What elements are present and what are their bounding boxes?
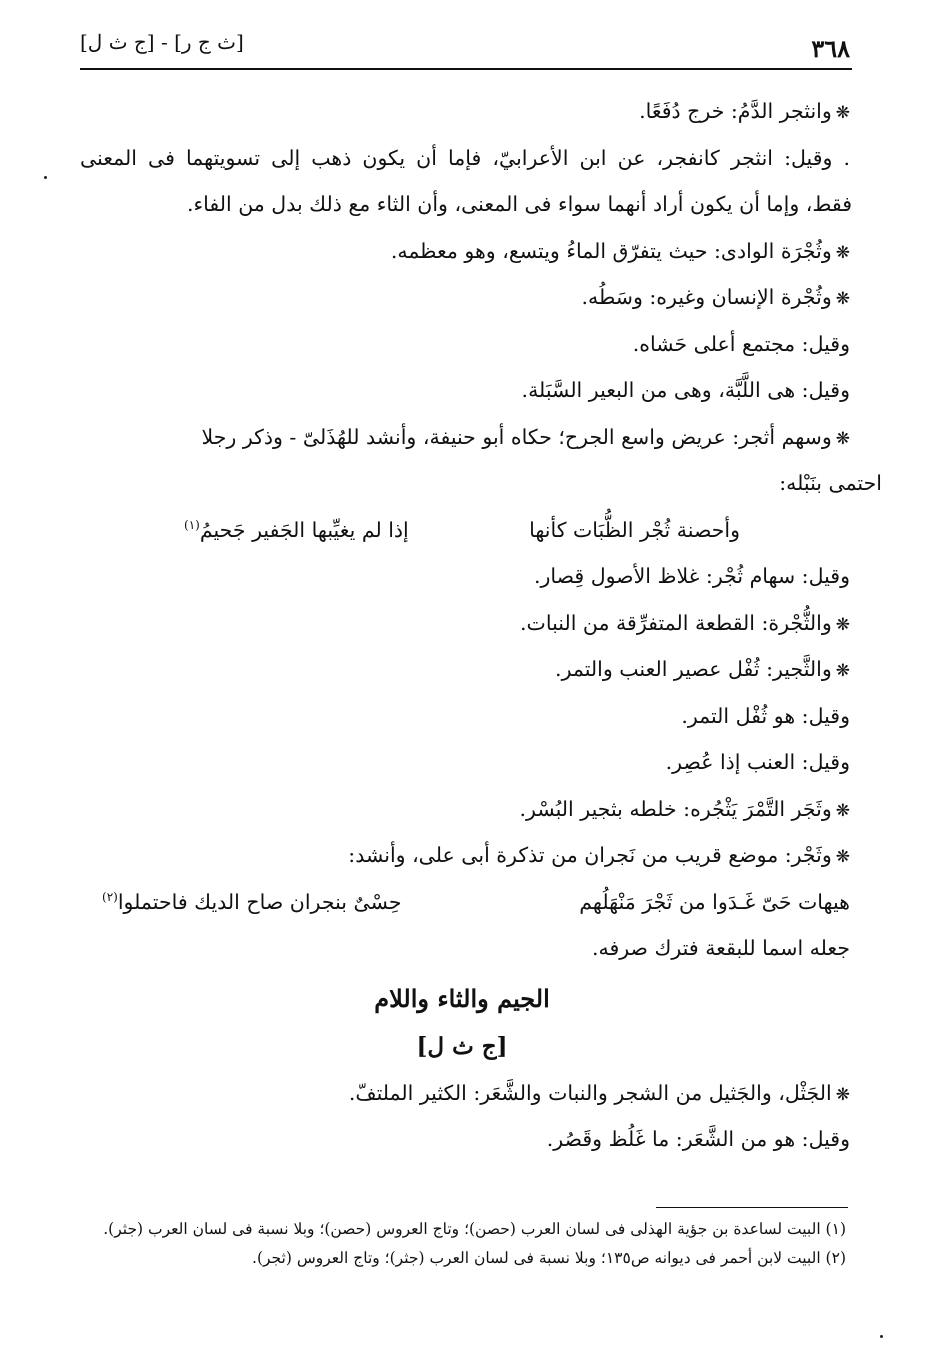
- line-text: وثَجَر التَّمْرَ يَثْجُره: خلطه بثجير البُسْر.: [519, 796, 832, 821]
- text-line: [74, 553, 850, 600]
- star-icon: ❋: [835, 661, 850, 681]
- text-line: [74, 414, 850, 461]
- text-line: [74, 88, 850, 135]
- text-line: [74, 925, 850, 972]
- scan-speck: [44, 176, 47, 179]
- line-text: وسهم أثجر: عريض واسع الجرح؛ حكاه أبو حنيفة، وأنشد للهُذَلىّ - وذكر رجلا: [201, 424, 832, 449]
- text-line: [74, 600, 850, 647]
- line-text: والثُّجْرة: القطعة المتفرِّقة من النبات.: [520, 610, 832, 635]
- line-text: وقيل: هو ثُفْل التمر.: [681, 703, 850, 728]
- line-text: وقيل: العنب إذا عُصِر.: [665, 750, 850, 774]
- text-line: [74, 786, 850, 833]
- footnote-ref: (٢): [102, 889, 118, 904]
- verse-first-hemistich: وأحصنة ثُجْر الظُّبَات كأنها: [529, 517, 740, 542]
- entry-heading: [ج ث ل]: [416, 1032, 508, 1060]
- verse-line: [74, 879, 850, 926]
- footnote: (١) البيت لساعدة بن جؤية الهذلى فى لسان العرب (حصن)؛ وتاج العروس (حصن)؛ وبلا نسبة فى لسان العرب (جثر).: [103, 1220, 846, 1238]
- star-icon: ❋: [835, 242, 850, 263]
- running-head: [ث ج ر] - [ج ث ل]: [80, 30, 244, 54]
- verse-second-hemistich: [102, 879, 402, 926]
- text-line: [74, 1070, 850, 1117]
- text-line: [74, 181, 852, 228]
- page-header: [80, 28, 850, 64]
- footnotes: [74, 1215, 846, 1273]
- line-text: وقيل: هو من الشَّعَر: ما غَلُظ وقَصُر.: [546, 1127, 850, 1151]
- line-text: فقط، وإما أن يكون أراد أنهما سواء فى المعنى، وأن الثاء مع ذلك بدل من الفاء.: [186, 192, 852, 216]
- text-line: [80, 135, 850, 182]
- star-icon: ❋: [835, 428, 850, 449]
- line-text: . وقيل: انثجر كانفجر، عن ابن الأعرابيّ، فإما أن يكون ذهب إلى تسويتهما فى المعنى: [80, 145, 851, 170]
- hemistich-text: إذا لم يغيِّبها الجَفير جَحيمُ: [199, 517, 409, 542]
- text-line: [74, 367, 850, 414]
- text-line: [74, 228, 850, 275]
- line-text: احتمى بنَبْله:: [779, 471, 882, 495]
- text-line: [74, 1116, 850, 1163]
- line-text: جعله اسما للبقعة فترك صرفه.: [591, 936, 850, 960]
- footnote: (٢) البيت لابن أحمر فى ديوانه ص١٣٥؛ وبلا نسبة فى لسان العرب (جثر)؛ وتاج العروس (ثجر).: [252, 1249, 846, 1267]
- line-text: والثَّجير: ثُفْل عصير العنب والتمر.: [555, 657, 832, 681]
- hemistich-text: حِسْىٌ بنجران صاح الديك فاحتملوا: [117, 889, 402, 914]
- line-text: وانثجر الدَّمُ: خرج دُفَعًا.: [639, 99, 832, 123]
- line-text: وثُجْرة الإنسان وغيره: وسَطُه.: [581, 285, 832, 309]
- star-icon: ❋: [835, 289, 850, 309]
- star-icon: ❋: [835, 847, 850, 867]
- line-text: وقيل: هى اللَّبَّة، وهى من البعير السَّبَلة.: [521, 378, 850, 402]
- text-line: [74, 693, 850, 740]
- star-icon: ❋: [835, 614, 850, 635]
- line-text: الجَثْل، والجَثيل من الشجر والنبات والشَّعَر: الكثير الملتفّ.: [348, 1080, 832, 1105]
- line-text: وقيل: مجتمع أعلى حَشاه.: [632, 331, 850, 356]
- header-rule: [80, 68, 852, 70]
- star-icon: ❋: [835, 800, 850, 821]
- line-text: وثَجْر: موضع قريب من نَجران من تذكرة أبى على، وأنشد:: [348, 843, 832, 867]
- footnote-rule: [656, 1207, 848, 1208]
- text-line: [74, 274, 850, 321]
- star-icon: ❋: [835, 103, 850, 123]
- verse-line: [74, 507, 850, 554]
- section-heading: الجيم والثاء واللام: [374, 983, 550, 1013]
- text-line: [74, 739, 850, 786]
- text-line: [74, 321, 850, 368]
- body-text: [74, 88, 882, 1163]
- text-line: [74, 646, 850, 693]
- scan-speck: [880, 1335, 883, 1338]
- line-text: وثُجْرَة الوادى: حيث يتفرّق الماءُ ويتسع، وهو معظمه.: [390, 238, 832, 263]
- page-number: ٣٦٨: [811, 34, 850, 63]
- verse-second-hemistich: [184, 507, 409, 554]
- footnote-ref: (١): [184, 517, 200, 532]
- text-line: [74, 832, 850, 879]
- star-icon: ❋: [835, 1084, 850, 1105]
- text-line: [74, 460, 882, 507]
- verse-first-hemistich: هيهات حَىّ غَـدَوا من ثَجْرَ مَنْهَلُهم: [579, 889, 850, 914]
- line-text: وقيل: سهام ثُجْر: غلاظ الأصول قِصار.: [533, 564, 850, 588]
